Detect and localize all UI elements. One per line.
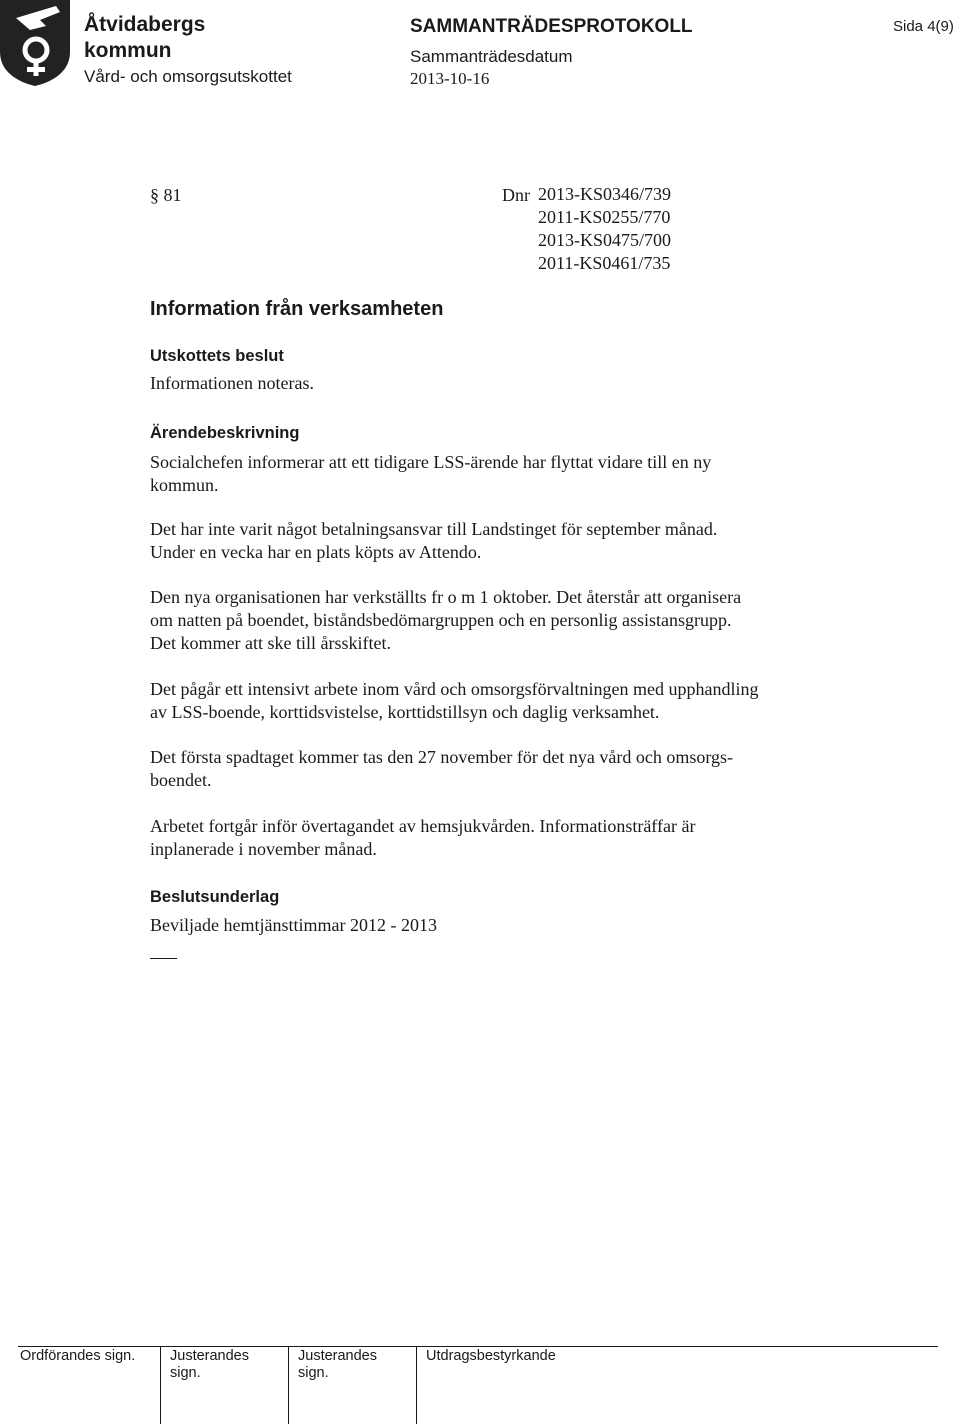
meeting-date-label: Sammanträdesdatum [410, 47, 573, 66]
dnr-number: 2013-KS0475/700 [538, 230, 672, 250]
footer-divider [288, 1346, 289, 1424]
adjuster2-signature-label-2: sign. [298, 1365, 329, 1381]
description-line: boendet. [150, 770, 212, 790]
description-line: Arbetet fortgår inför övertagandet av hemsjukvården. Informationsträffar är [150, 816, 696, 836]
org-name-line1: Åtvidabergs [84, 13, 206, 36]
basis-text: Beviljade hemtjänsttimmar 2012 - 2013 [150, 915, 437, 935]
adjuster1-signature-label-2: sign. [170, 1365, 201, 1381]
meeting-date-value: 2013-10-16 [410, 69, 490, 88]
description-line: Under en vecka har en plats köpts av Attendo. [150, 542, 482, 562]
footer-divider [416, 1346, 417, 1424]
paragraph-number: § 81 [150, 185, 182, 205]
chair-signature-label: Ordförandes sign. [20, 1348, 136, 1364]
description-line: Det pågår ett intensivt arbete inom vård och omsorgsförvaltningen med upphandling [150, 679, 759, 699]
description-line: inplanerade i november månad. [150, 839, 377, 859]
footer-divider [160, 1346, 161, 1424]
dnr-number: 2011-KS0255/770 [538, 207, 671, 227]
description-line: Den nya organisationen har verkställts fr o m 1 oktober. Det återstår att organisera [150, 587, 742, 607]
description-line: Socialchefen informerar att ett tidigare LSS-ärende har flyttat vidare till en ny [150, 452, 712, 472]
document-type: SAMMANTRÄDESPROTOKOLL [410, 16, 693, 37]
municipality-logo [0, 0, 72, 86]
dnr-number: 2013-KS0346/739 [538, 184, 672, 204]
org-name-line2: kommun [84, 39, 172, 62]
end-rule [150, 958, 177, 959]
section-title: Information från verksamheten [150, 298, 444, 320]
extract-certification-label: Utdragsbestyrkande [426, 1348, 556, 1364]
coat-of-arms-icon [0, 0, 72, 86]
description-line: Det första spadtaget kommer tas den 27 november för det nya vård och omsorgs- [150, 747, 734, 767]
adjuster1-signature-label: Justerandes [170, 1348, 249, 1364]
decision-heading: Utskottets beslut [150, 347, 284, 365]
dnr-list [538, 183, 671, 275]
dnr-label: Dnr [502, 185, 530, 205]
description-line: Det har inte varit något betalningsansvar till Landstinget för september månad. [150, 519, 718, 539]
description-line: kommun. [150, 475, 219, 495]
org-unit: Vård- och omsorgsutskottet [84, 67, 292, 86]
description-heading: Ärendebeskrivning [150, 424, 300, 442]
description-line: Det kommer att ske till årsskiftet. [150, 633, 391, 653]
description-line: av LSS-boende, korttidsvistelse, korttidstillsyn och daglig verksamhet. [150, 702, 660, 722]
description-line: om natten på boendet, biståndsbedömargruppen och en personlig assistansgrupp. [150, 610, 732, 630]
adjuster2-signature-label: Justerandes [298, 1348, 377, 1364]
page-number: Sida 4(9) [893, 18, 954, 35]
decision-text: Informationen noteras. [150, 373, 314, 393]
basis-heading: Beslutsunderlag [150, 888, 280, 906]
paragraph-number-value: 81 [163, 185, 182, 205]
dnr-number: 2011-KS0461/735 [538, 253, 671, 273]
